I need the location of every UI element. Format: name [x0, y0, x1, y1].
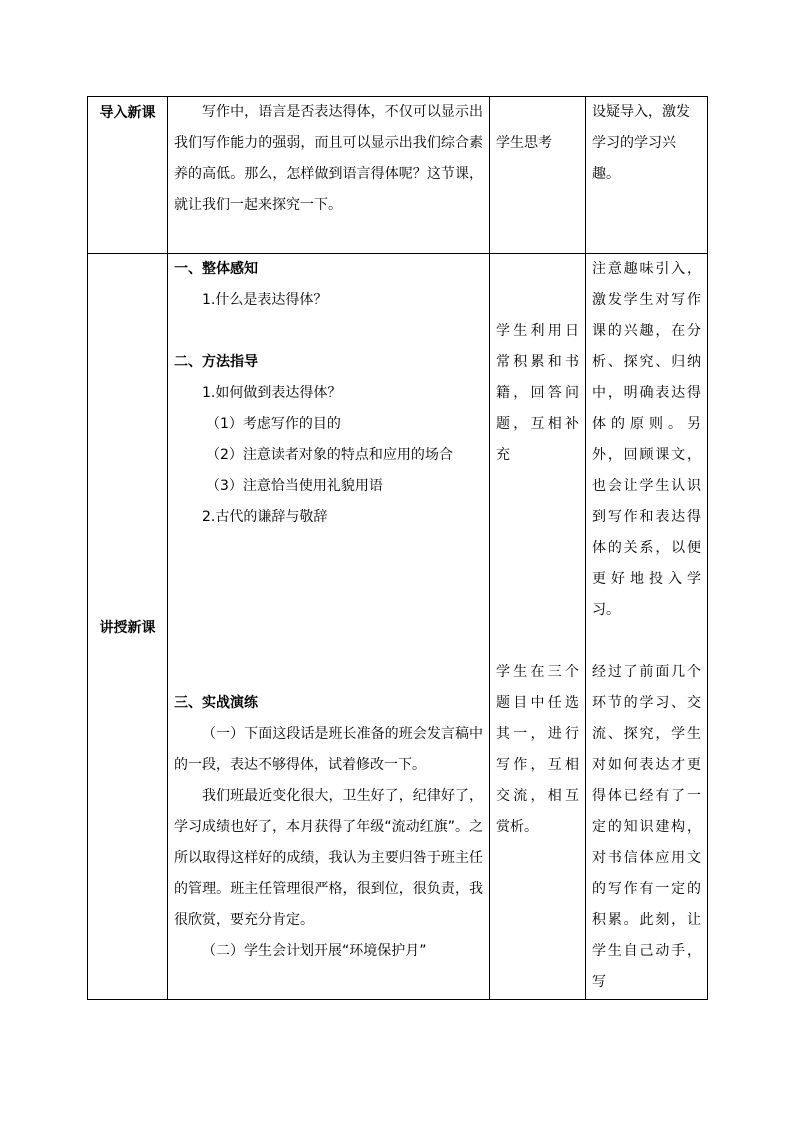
list-item: （3）注意恰当使用礼貌用语: [206, 478, 383, 494]
student-cell: [490, 97, 586, 254]
intro-paragraph: 写作中，语言是否表达得体，不仅可以显示出我们写作能力的强弱，而且可以显示出我们综合素养的高低。那么，怎样做到语言得体呢？这节课，就让我们一起来探究一下。: [174, 104, 483, 213]
design-purpose: 经过了前面几个环节的学习、交流、探究，学生对如何表达才更得体已经有了一定的知识建构，对书信体应用文的写作有一定的积累。此刻，让学生自己动手，写: [592, 664, 701, 990]
design-purpose: 设疑导入，激发学习的学习兴趣。: [592, 104, 690, 182]
table-row: [88, 254, 708, 1000]
content-cell: [168, 254, 490, 1000]
student-activity: 学生利用日常积累和书籍，回答问题，互相补充: [496, 323, 579, 463]
lesson-plan-table: [87, 96, 708, 1000]
question: 2.古代的谦辞与敬辞: [202, 509, 328, 525]
design-purpose: 注意趣味引入，激发学生对写作课的兴趣，在分析、探究、归纳中，明确表达得体的原则。另外，回顾课文，也会让学生认识到写作和表达得体的关系，以便更好地投入学习。: [592, 261, 701, 618]
section-title: 一、整体感知: [174, 261, 258, 277]
stage-label: 讲授新课: [99, 619, 156, 636]
exercise-prompt: （一）下面这段话是班长准备的班会发言稿中的一段，表达不够得体，试着修改一下。: [174, 726, 483, 773]
list-item: （1）考虑写作的目的: [206, 416, 341, 432]
table-row: [88, 97, 708, 254]
student-activity: 学生思考: [496, 135, 552, 151]
question: 1.什么是表达得体？: [202, 292, 328, 308]
stage-label: 导入新课: [99, 105, 156, 121]
content-cell: [168, 97, 490, 254]
stage-cell: [88, 97, 168, 254]
student-cell: [490, 254, 586, 1000]
stage-cell: [88, 254, 168, 1000]
section-title: 二、方法指导: [174, 354, 258, 370]
section-title: 三、实战演练: [174, 695, 258, 711]
list-item: （2）注意读者对象的特点和应用的场合: [206, 447, 453, 463]
exercise-prompt: （二）学生会计划开展“环境保护月”: [202, 943, 427, 959]
purpose-cell: [586, 254, 708, 1000]
question: 1.如何做到表达得体？: [202, 385, 342, 401]
student-activity: 学生在三个题目中任选其一，进行写作，互相交流，相互赏析。: [496, 664, 579, 835]
purpose-cell: [586, 97, 708, 254]
exercise-passage: 我们班最近变化很大，卫生好了，纪律好了，学习成绩也好了，本月获得了年级“流动红旗”。之所以取得这样好的成绩，我认为主要归咎于班主任的管理。班主任管理很严格，很到位，很负责，我很欣赏，要充分肯定。: [174, 788, 483, 928]
